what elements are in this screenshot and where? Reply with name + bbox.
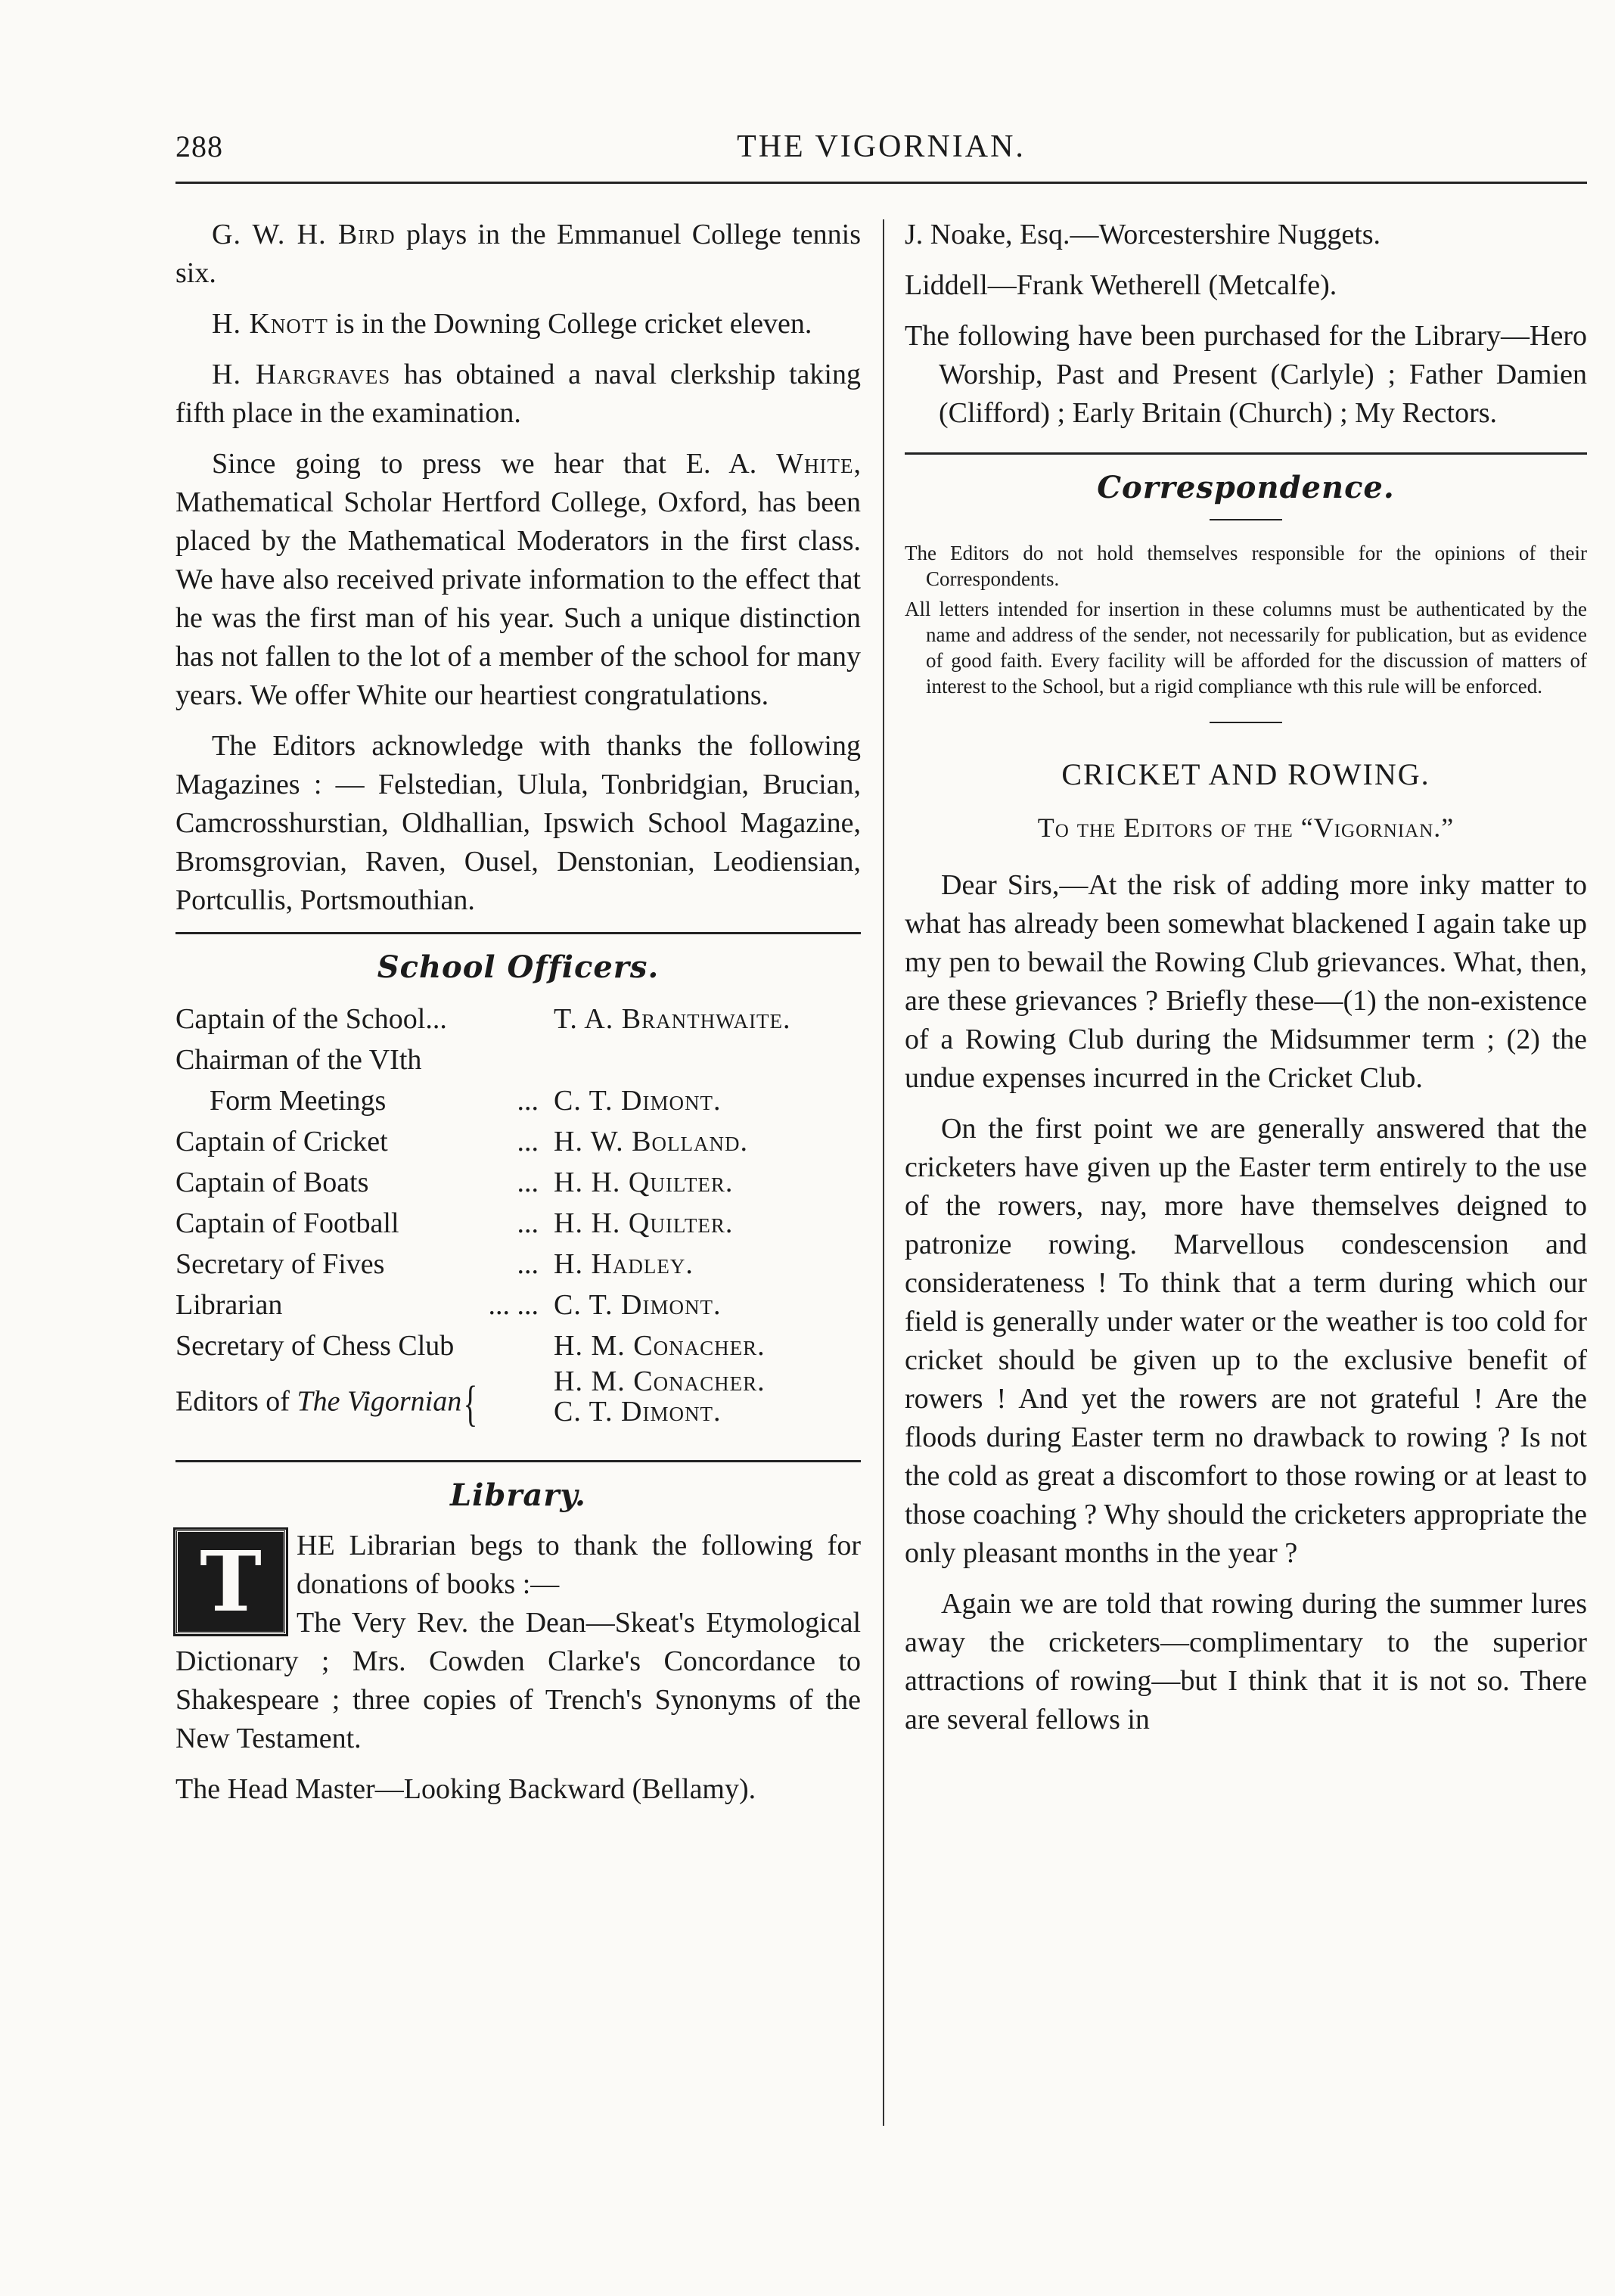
section-rule (905, 452, 1587, 455)
library-intro: HE Librarian begs to thank the following for donations of books :— (297, 1530, 861, 1600)
officer-role: Chairman of the VIth (175, 1044, 422, 1076)
letter-title: CRICKET AND ROWING. (1061, 757, 1430, 791)
library-intro-block (175, 1527, 861, 1758)
officer-row (175, 1039, 861, 1080)
column-divider (883, 219, 884, 2126)
news-item (175, 305, 861, 343)
press-name: White (776, 448, 854, 480)
running-title: THE VIGORNIAN. (737, 129, 1026, 164)
school-officers-heading: School Officers. (377, 949, 660, 985)
editor-name: C. T. Dimont. (554, 1396, 722, 1428)
section-rule (175, 932, 861, 934)
officer-holder: C. T. Dimont. (554, 1289, 722, 1321)
officer-role (175, 1244, 554, 1285)
officer-role (175, 1080, 554, 1121)
officer-dots: ... (517, 1207, 539, 1239)
officers-table (175, 999, 861, 1442)
short-rule (1210, 722, 1282, 723)
officer-dots: ... (517, 1167, 539, 1198)
correspondence-heading: Correspondence. (1097, 470, 1395, 505)
officer-holder: H. H. Quilter. (554, 1207, 734, 1239)
editors-row (175, 1366, 861, 1442)
magazines-note: The Editors acknowledge with thanks the following Magazines : — Felstedian, Ulula, Tonbridgian, Brucian, Camcrosshurstian, Oldhallian, Ipswich School Magazine, Bromsgrovian, Raven, Ousel, Denstonian, Leodiensian, Portcullis, Portsmouthian. (175, 730, 861, 916)
officer-role-text: Form Meetings (210, 1085, 387, 1117)
disclaimer: The Editors do not hold themselves responsible for the opinions of their Correspondents. (905, 542, 1587, 590)
officer-role-text: Secretary of Fives (175, 1248, 385, 1280)
library-entry: Liddell—Frank Wetherell (Metcalfe). (905, 269, 1337, 301)
library-entry: The Very Rev. the Dean—Skeat's Etymological Dictionary ; Mrs. Cowden Clarke's Concordance to Shakespeare ; three copies of Trench's Synonyms of the New Testament. (175, 1607, 861, 1754)
editor-name: H. M. Conacher. (554, 1365, 766, 1397)
news-text: plays in the Emmanuel College tennis six. (175, 219, 861, 289)
officer-role-text: Captain of Boats (175, 1167, 369, 1198)
letter-paragraph: Again we are told that rowing during the summer lures away the cricketers—complimentary to the superior attractions of rowing—but I think that it is not so. There are several fellows in (905, 1588, 1587, 1735)
letter-paragraph: Dear Sirs,—At the risk of adding more inky matter to what has already been somewhat blackened I again take up my pen to bewail the Rowing Club grievances. What, then, are these grievances ? Briefly these—(1) the non-existence of a Rowing Club during the Midsummer term ; (2) the undue expenses incurred in the Cricket Club. (905, 869, 1587, 1094)
officer-role (175, 1162, 554, 1203)
officer-holder: H. H. Quilter. (554, 1167, 734, 1198)
library-entry: The following have been purchased for the Library—Hero Worship, Past and Present (Carlyle) ; Father Damien (Clifford) ; Early Britain (Church) ; My Rectors. (905, 320, 1587, 429)
right-column (905, 216, 1587, 1751)
page-number: 288 (175, 129, 223, 163)
officer-holder (554, 1039, 861, 1080)
officer-row (175, 1244, 861, 1285)
officer-role-text: Captain of Football (175, 1207, 399, 1239)
news-name: G. W. H. Bird (212, 219, 396, 250)
officer-dots: ... (517, 1085, 539, 1117)
library-entry: The Head Master—Looking Backward (Bellamy). (175, 1773, 756, 1805)
officer-row (175, 1203, 861, 1244)
editors-role-prefix: Editors of (175, 1385, 297, 1418)
library-entry: J. Noake, Esq.—Worcestershire Nuggets. (905, 219, 1381, 250)
brace-icon: { (463, 1376, 478, 1431)
officer-holder: C. T. Dimont. (554, 1085, 722, 1117)
officer-dots: ... (517, 1126, 539, 1157)
press-text: , Mathematical Scholar Hertford College, Oxford, has been placed by the Mathematical Moderators in the first class. We have also received private information to the effect that he was the first man of his year. Such a unique distinction has not fallen to the lot of a member of the school for many years. We offer White our heartiest congratulations. (175, 448, 861, 711)
officer-role (175, 1285, 554, 1325)
news-name: H. Knott (212, 308, 328, 340)
officer-role: Captain of the School... (175, 1003, 447, 1035)
officer-dots: ... (517, 1248, 539, 1280)
officer-holder: T. A. Branthwaite. (554, 1003, 791, 1035)
editors-names (554, 1366, 861, 1442)
news-text: has obtained a naval clerkship taking fifth place in the examination. (175, 359, 861, 429)
news-name: H. Hargraves (212, 359, 391, 390)
officer-row (175, 999, 861, 1039)
ornamental-dropcap: T (175, 1530, 286, 1634)
header-rule (175, 182, 1587, 184)
officer-row (175, 1121, 861, 1162)
officer-holder: H. W. Bolland. (554, 1126, 748, 1157)
officer-role-text: Librarian (175, 1289, 283, 1321)
officer-dots: ... ... (488, 1289, 539, 1321)
section-rule (175, 1460, 861, 1462)
officer-row (175, 1162, 861, 1203)
officer-row (175, 1325, 861, 1366)
officer-row (175, 1285, 861, 1325)
short-rule (1210, 519, 1282, 520)
officer-holder: H. Hadley. (554, 1248, 694, 1280)
left-column (175, 216, 861, 1821)
letter-addressee: To the Editors of the “Vigornian.” (1037, 812, 1455, 843)
news-item (175, 356, 861, 433)
editors-role (175, 1366, 554, 1442)
news-text: is in the Downing College cricket eleven. (328, 308, 812, 340)
officer-holder: H. M. Conacher. (554, 1330, 766, 1362)
page-header (175, 129, 1587, 182)
officer-role (175, 1203, 554, 1244)
officer-role-text: Captain of Cricket (175, 1126, 388, 1157)
press-note (175, 445, 861, 715)
library-heading: Library. (450, 1477, 586, 1513)
news-item (175, 216, 861, 293)
officer-row (175, 1080, 861, 1121)
officer-role: Secretary of Chess Club (175, 1330, 455, 1362)
disclaimer: All letters intended for insertion in these columns must be authenticated by the name and address of the sender, not necessarily for publication, but as evidence of good faith. Every facility will be afforded for the discussion of matters of interest to the School, but a rigid compliance wth this rule will be enforced. (905, 598, 1587, 697)
letter-paragraph: On the first point we are generally answered that the cricketers have given up the Easter term entirely to the use of the rowers, nay, more have themselves deigned to patronize rowing. Marvellous condescension and considerateness ! To think that a term during which our field is generally under water or the weather is too cold for cricket should be given up to the exclusive benefit of rowers ! And yet the rowers are not grateful ! Are the floods during Easter term no drawback to rowing ? Is not the cold as great a discomfort to those rowing or at least to those coaching ? Why should the cricketers appropriate the only pleasant months in the year ? (905, 1113, 1587, 1569)
editors-role-title: The Vigornian (297, 1385, 462, 1418)
officer-role (175, 1121, 554, 1162)
press-intro: Since going to press we hear that E. A. (212, 448, 777, 480)
